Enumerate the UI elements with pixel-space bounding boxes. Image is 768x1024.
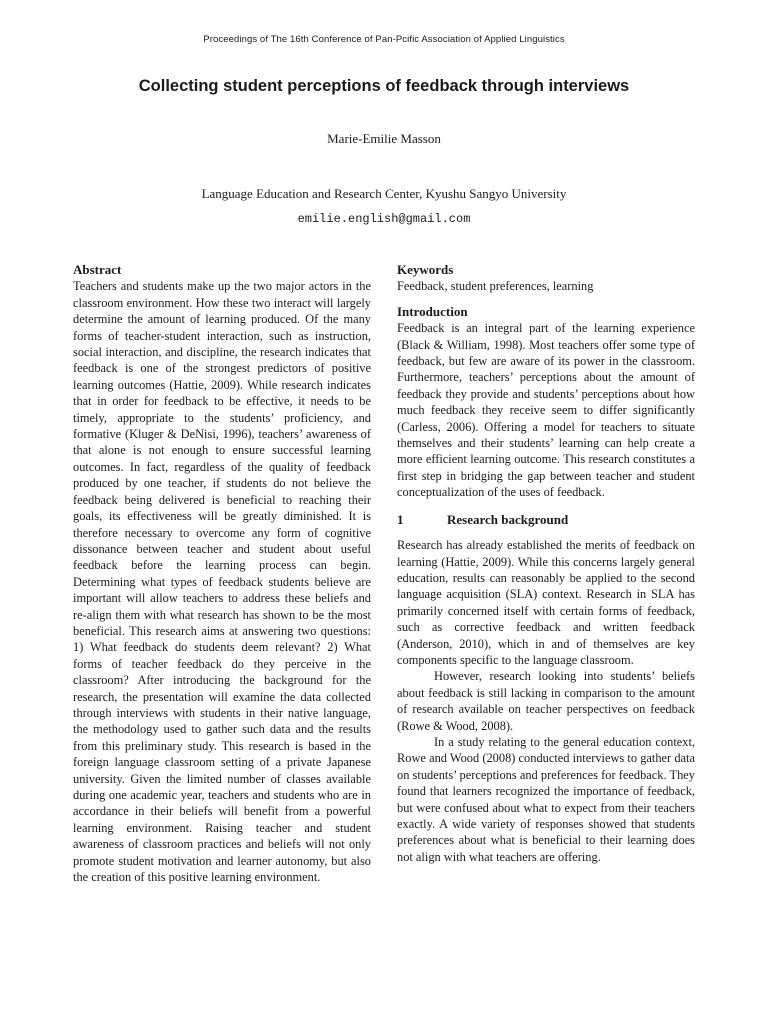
section-1-paragraph-3: In a study relating to the general education context, Rowe and Wood (2008) conducted interviews to gather data on students’ perceptions and preferences for feedback. They found that learners recognized the importance of feedback, but were confused about what to expect from their teachers exactly. A wide variety of responses showed that students preferences about what is beneficial to their learning does not align with what teachers are offering. <box>397 734 695 864</box>
introduction-heading: Introduction <box>397 303 468 319</box>
section-1-title: Research background <box>447 511 569 527</box>
running-header: Proceedings of The 16th Conference of Pan-Pcific Association of Applied Linguistics <box>203 34 565 45</box>
paper-title: Collecting student perceptions of feedback through interviews <box>138 77 630 95</box>
section-1-number: 1 <box>397 511 404 527</box>
keywords-text: Feedback, student preferences, learning <box>397 279 594 294</box>
keywords-heading: Keywords <box>397 262 454 277</box>
section-1-paragraph-1: Research has already established the merits of feedback on learning (Hattie, 2009). While this concerns largely general education, results can reasonably be applied to the second language acquisition (SLA) context. Research in SLA has primarily concerned itself with certain forms of feedback, such as corrective feedback and written feedback (Anderson, 2010), which in and of themselves are key components specific to the language classroom. <box>397 538 695 667</box>
section-1-heading <box>397 512 695 528</box>
abstract-heading: Abstract <box>73 262 122 277</box>
abstract-text: Teachers and students make up the two major actors in the classroom environment. How these two interact will largely determine the amount of learning produced. Of the many forms of teacher-student interaction, such as instruction, social interaction, and discipline, the research indicates that feedback is one of the strongest predictors of positive learning outcomes (Hattie, 2009). While research indicates that in order for feedback to be effective, it needs to be timely, appropriate to the students’ proficiency, and formative (Kluger & DeNisi, 1996), teachers’ awareness of that alone is not enough to ensure successful learning outcomes. In fact, regardless of the quality of feedback produced by one teacher, if students do not believe the feedback being delivered is beneficial to reaching their goals, its effectiveness will be greatly diminished. It is therefore necessary to overcome any form of cognitive dissonance between teacher and student about useful feedback before the learning process can begin. Determining what types of feedback students believe are important will allow teachers to address these beliefs and re-align them with what research has shown to be the most beneficial. This research aims at answering two questions: 1) What feedback do students deem relevant? 2) What forms of teacher feedback do they perceive in the classroom? After introducing the background for the research, the presentation will examine the data collected through interviews with students in their native language, the methodology used to gather such data and the results from this preliminary study. This research is based in the foreign language classroom setting of a private Japanese university. Given the limited number of classes available during one academic year, teachers and students who are in accordance in their beliefs will benefit from a powerful learning environment. Raising teacher and student awareness of classroom practices and beliefs will not only promote student motivation and learner autonomy, but also the creation of this positive learning environment. <box>73 279 371 885</box>
author-email: emilie.english@gmail.com <box>297 212 471 226</box>
author-affiliation: Language Education and Research Center, Kyushu Sangyo University <box>201 186 567 201</box>
right-column <box>397 262 695 865</box>
section-1-paragraph-2: However, research looking into students’ beliefs about feedback is still lacking in comparison to the amount of research available on teacher perspectives on feedback (Rowe & Wood, 2008). <box>397 669 695 733</box>
left-column <box>73 262 371 885</box>
introduction-text: Feedback is an integral part of the learning experience (Black & William, 1998). Most teachers offer some type of feedback, but few are aware of its power in the classroom. Furthermore, teachers’ perceptions about the amount of feedback they provide and students’ perceptions about how much feedback they receive seem to differ significantly (Carless, 2006). Offering a model for teachers to situate themselves and their students’ learning can help create a more efficient learning outcome. This research constitutes a first step in bridging the gap between teacher and student conceptualization of the uses of feedback. <box>397 321 695 500</box>
author-name: Marie-Emilie Masson <box>327 131 441 146</box>
